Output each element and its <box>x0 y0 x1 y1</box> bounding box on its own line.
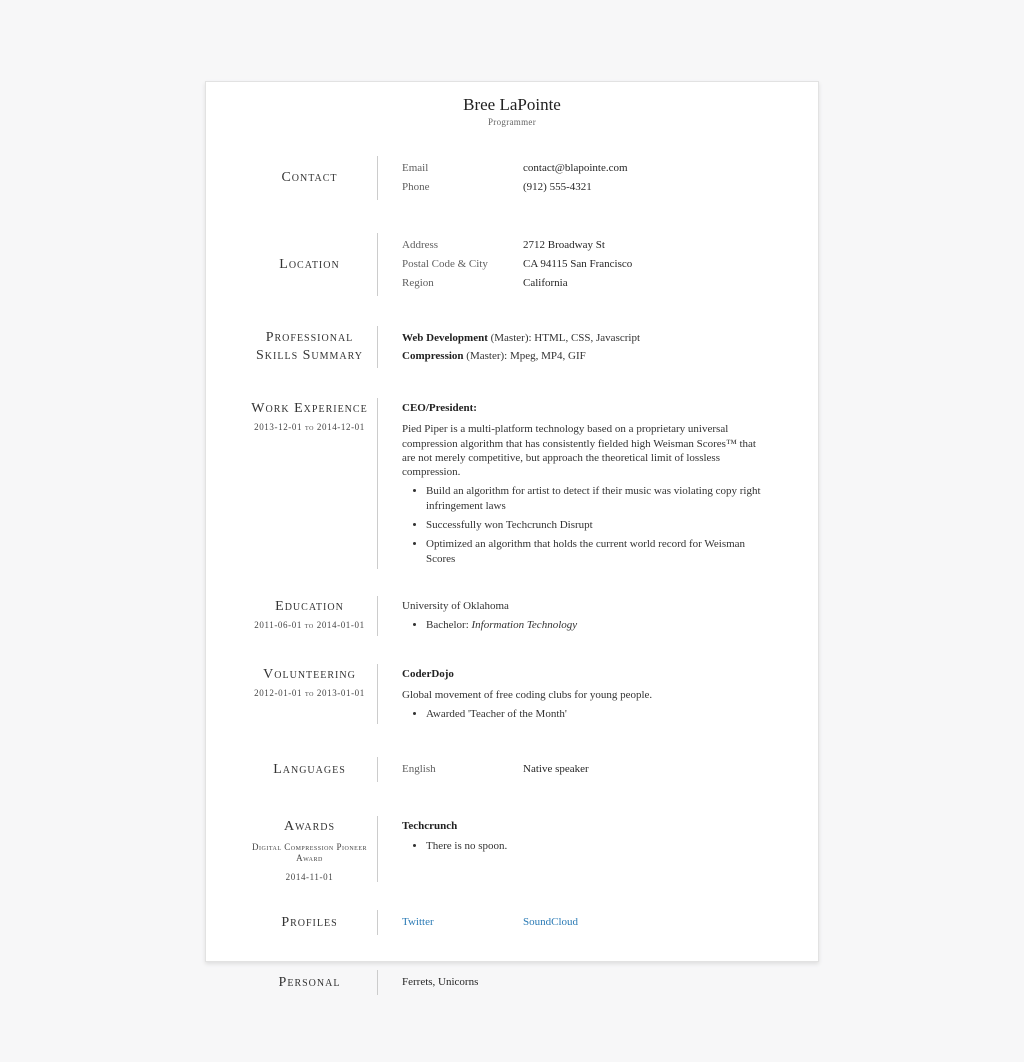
awards-title: Awards <box>283 819 336 835</box>
person-name: Bree LaPointe <box>463 95 561 114</box>
skill-detail: (Master): HTML, CSS, Javascript <box>487 332 641 344</box>
work-position: CEO/President: <box>402 402 477 414</box>
phone-label: Phone <box>402 181 430 193</box>
education-title: Education <box>275 598 344 614</box>
volunteering-highlights <box>402 707 770 721</box>
volunteering-organization: CoderDojo <box>402 667 454 680</box>
award-awarder: Techcrunch <box>402 820 458 833</box>
education-details <box>402 618 770 632</box>
section-volunteering <box>206 664 818 725</box>
bullet-item: • Successfully won Techcrunch Disrupt <box>426 518 770 532</box>
language-name: English <box>402 763 436 776</box>
postal-value: CA 94115 San Francisco <box>523 258 633 270</box>
section-personal <box>206 970 818 995</box>
section-skills <box>206 326 818 368</box>
personal-row <box>402 973 770 992</box>
person-role: Programmer <box>488 117 536 127</box>
languages-title: Languages <box>273 761 346 777</box>
personal-value: Ferrets, Unicorns <box>402 976 479 989</box>
soundcloud-link[interactable]: SoundCloud <box>523 916 579 929</box>
address-label: Address <box>402 239 439 251</box>
skill-name: Web Development <box>402 332 488 344</box>
skill-row <box>402 329 770 347</box>
work-dates: 2013-12-01 to 2014-12-01 <box>254 422 365 432</box>
section-awards <box>206 816 818 882</box>
region-value: California <box>523 277 568 289</box>
section-contact <box>206 156 818 200</box>
resume-header <box>206 94 818 128</box>
email-link[interactable]: contact@blapointe.com <box>523 162 628 174</box>
volunteering-title: Volunteering <box>263 666 356 682</box>
skill-row <box>402 347 770 365</box>
postal-label: Postal Code & City <box>402 258 488 270</box>
skill-name: Compression <box>402 350 464 362</box>
work-highlights <box>402 484 770 565</box>
skill-detail: (Master): Mpeg, MP4, GIF <box>463 350 586 362</box>
personal-title: Personal <box>278 974 341 990</box>
location-title: Location <box>279 256 340 272</box>
region-label: Region <box>402 277 434 289</box>
section-education <box>206 596 818 636</box>
work-summary: Pied Piper is a multi-platform technology based on a proprietary universal compression algorithm that has consistently fielded high Weisman Scores™ that are not merely competitive, but approach the theoretical limit of lossless compression. <box>402 423 756 479</box>
section-work-experience <box>206 398 818 569</box>
address-value: 2712 Broadway St <box>523 239 605 251</box>
section-profiles <box>206 910 818 935</box>
volunteering-dates: 2012-01-01 to 2013-01-01 <box>254 687 365 698</box>
skills-title: Professional Skills Summary <box>256 330 363 363</box>
section-location <box>206 233 818 296</box>
language-row <box>402 760 770 779</box>
award-details <box>402 839 770 853</box>
bullet-item: • Optimized an algorithm that holds the current world record for Weisman Scores <box>426 537 770 566</box>
bullet-item: • Awarded 'Teacher of the Month' <box>426 707 770 721</box>
work-title: Work Experience <box>251 401 368 416</box>
email-label: Email <box>402 162 429 174</box>
section-languages <box>206 757 818 782</box>
resume-card <box>205 81 819 990</box>
bullet-item: • There is no spoon. <box>426 839 770 853</box>
award-name: Digital Compression Pioneer Award <box>251 842 368 864</box>
postal-row <box>402 255 770 274</box>
award-date: 2014-11-01 <box>285 872 334 883</box>
bullet-item: • Bachelor: Information Technology <box>426 618 770 632</box>
degree-area: Information Technology <box>471 619 578 632</box>
twitter-link[interactable]: Twitter <box>402 916 434 929</box>
profiles-title: Profiles <box>281 914 338 930</box>
language-fluency: Native speaker <box>523 763 589 776</box>
education-dates: 2011-06-01 to 2014-01-01 <box>254 619 365 630</box>
profiles-row <box>402 913 770 932</box>
twitter-link-cell <box>402 913 523 932</box>
contact-phone-row <box>402 178 770 197</box>
bullet-item: • Build an algorithm for artist to detect if their music was violating copy right infringement laws <box>426 484 770 513</box>
address-row <box>402 236 770 255</box>
soundcloud-link-cell <box>523 913 578 932</box>
education-institution: University of Oklahoma <box>402 599 509 612</box>
phone-value: (912) 555-4321 <box>523 181 592 193</box>
contact-email-row <box>402 159 770 178</box>
region-row <box>402 274 770 293</box>
contact-title: Contact <box>281 170 338 185</box>
volunteering-summary: Global movement of free coding clubs for young people. <box>402 688 653 701</box>
